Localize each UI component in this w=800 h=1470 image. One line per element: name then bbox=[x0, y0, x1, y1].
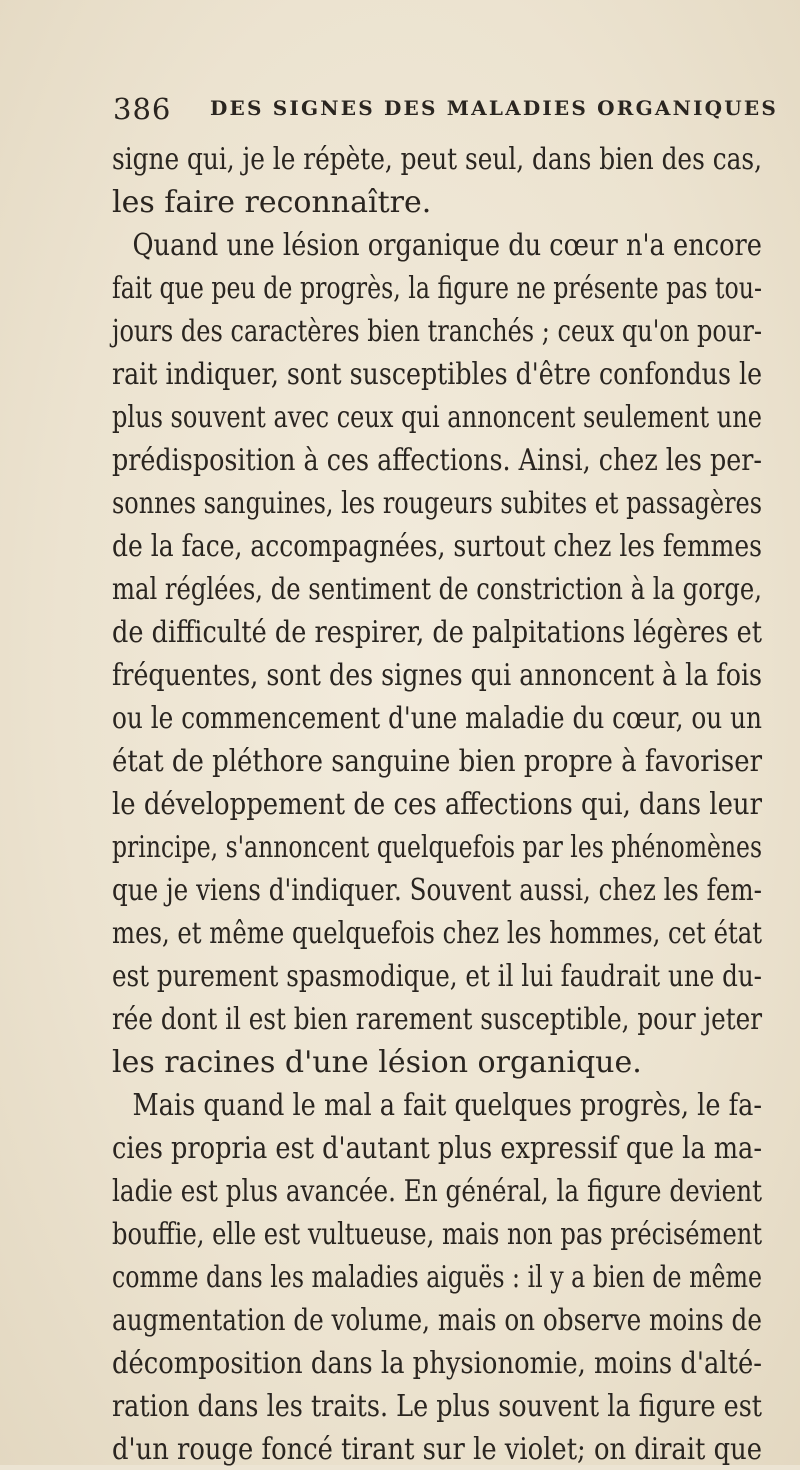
text-line: que je viens d'indiquer. Souvent aussi, chez les fem- bbox=[112, 873, 762, 908]
text-line: principe, s'annoncent quelquefois par les phénomènes bbox=[112, 830, 763, 865]
text-line: comme dans les maladies aiguës : il y a bien de même bbox=[112, 1260, 763, 1295]
text-line: état de pléthore sanguine bien propre à favoriser bbox=[112, 744, 762, 779]
text-line: signe qui, je le répète, peut seul, dans bien des cas, bbox=[112, 142, 762, 177]
text-line: Mais quand le mal a fait quelques progrès, le fa- bbox=[132, 1088, 763, 1123]
text-line: décomposition dans la physionomie, moins d'alté- bbox=[112, 1346, 763, 1381]
text-line: mes, et même quelquefois chez les hommes, cet état bbox=[112, 916, 763, 951]
text-line: ladie est plus avancée. En général, la figure devient bbox=[112, 1174, 763, 1209]
text-line: jours des caractères bien tranchés ; ceux qu'on pour- bbox=[112, 314, 762, 349]
running-title: DES SIGNES DES MALADIES ORGANIQUES bbox=[210, 96, 779, 120]
text-line: de la face, accompagnées, surtout chez les femmes bbox=[112, 529, 763, 564]
page-header bbox=[113, 92, 779, 132]
text-line: les racines d'une lésion organique. bbox=[112, 1045, 642, 1080]
text-line: le développement de ces affections qui, dans leur bbox=[112, 787, 762, 822]
text-line: cies propria est d'autant plus expressif que la ma- bbox=[112, 1131, 763, 1166]
text-line: ration dans les traits. Le plus souvent la figure est bbox=[112, 1389, 762, 1424]
text-line: est purement spasmodique, et il lui faudrait une du- bbox=[112, 959, 762, 994]
text-line: rée dont il est bien rarement susceptible, pour jeter bbox=[112, 1002, 763, 1037]
text-line: de difficulté de respirer, de palpitations légères et bbox=[112, 615, 763, 650]
text-line: ou le commencement d'une maladie du cœur, ou un bbox=[112, 701, 763, 736]
text-line: les faire reconnaître. bbox=[112, 185, 432, 220]
text-line: fait que peu de progrès, la figure ne présente pas tou- bbox=[112, 271, 763, 306]
text-line: Quand une lésion organique du cœur n'a encore bbox=[132, 228, 762, 263]
text-line: fréquentes, sont des signes qui annoncent à la fois bbox=[112, 658, 763, 693]
text-line: plus souvent avec ceux qui annoncent seulement une bbox=[112, 400, 762, 435]
text-line: rait indiquer, sont susceptibles d'être confondus le bbox=[112, 357, 763, 392]
text-line: prédisposition à ces affections. Ainsi, chez les per- bbox=[112, 443, 763, 478]
text-line: d'un rouge foncé tirant sur le violet; on dirait que bbox=[112, 1432, 763, 1467]
page-number: 386 bbox=[113, 92, 172, 126]
text-line: sonnes sanguines, les rougeurs subites et passagères bbox=[112, 486, 763, 521]
text-line: bouffie, elle est vultueuse, mais non pas précisément bbox=[112, 1217, 763, 1252]
text-line: mal réglées, de sentiment de constriction à la gorge, bbox=[112, 572, 762, 607]
text-line: augmentation de volume, mais on observe moins de bbox=[112, 1303, 762, 1338]
